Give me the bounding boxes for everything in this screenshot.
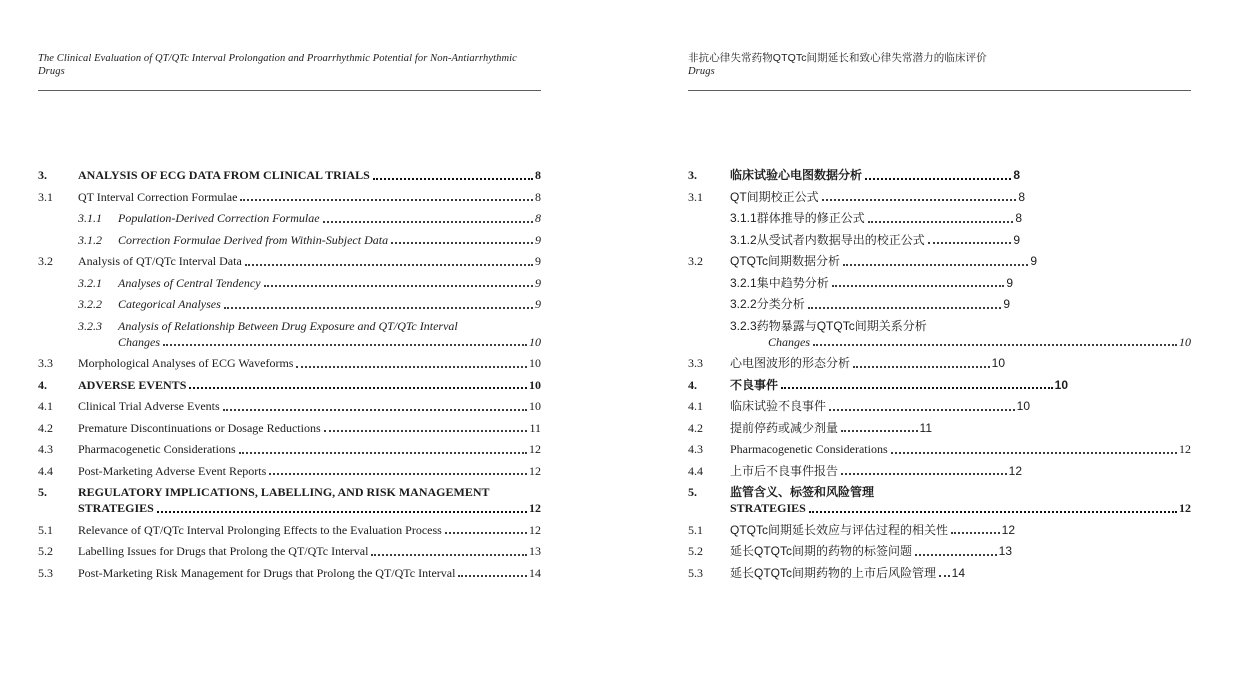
toc-entry-3-1-2: [38, 232, 541, 248]
toc-entry-4: [38, 377, 541, 393]
dot-leader: [843, 264, 1028, 266]
page-number: 13: [998, 544, 1012, 558]
entry-line-2: [688, 334, 1191, 350]
section-number: 3.3: [688, 356, 703, 370]
entry-content: [730, 377, 1068, 393]
dot-leader: [809, 511, 1177, 513]
toc-entry-3: [38, 167, 541, 183]
entry-line-1: [38, 318, 541, 334]
page-number: 9: [1003, 297, 1010, 311]
entry-title: ADVERSE EVENTS: [78, 377, 187, 392]
toc-entry-3-3: [38, 355, 541, 371]
page-number: 12: [529, 463, 541, 478]
entry-content: [730, 275, 1013, 291]
page-number: 8: [1015, 211, 1022, 225]
section-number: 4.: [38, 377, 47, 392]
toc-entry-5-1-zh: [688, 522, 1191, 538]
toc-entry-5-zh: [688, 484, 1191, 516]
toc-entry-5-2: [38, 543, 541, 559]
page-number: 8: [1013, 168, 1020, 182]
toc-entry-3-1: [38, 189, 541, 205]
toc-entry-5-3: [38, 565, 541, 581]
section-number: 3.2: [38, 254, 53, 268]
dot-leader: [928, 242, 1012, 244]
page-chinese: [688, 0, 1191, 586]
section-number: 4.3: [38, 442, 53, 456]
entry-title: Population-Derived Correction Formulae: [118, 211, 320, 225]
running-title-line2: Drugs: [38, 66, 65, 77]
page-number: 10: [1179, 334, 1191, 349]
page-number: 12: [1008, 463, 1022, 478]
section-number: 3.1.1: [78, 211, 102, 225]
entry-title: Analysis of QT/QTc Interval Data: [78, 254, 242, 268]
section-number: 4.4: [38, 463, 53, 478]
entry-line-2: [38, 500, 541, 516]
dot-leader: [373, 178, 533, 180]
section-number: 3.2: [688, 254, 703, 268]
page-number: 10: [1054, 377, 1068, 392]
entry-content: [730, 565, 965, 581]
dot-leader: [391, 242, 533, 244]
page-header-english: [38, 0, 541, 91]
page-number: 8: [1018, 189, 1025, 204]
section-number: 5.2: [688, 544, 703, 558]
section-number: 3.2.3: [78, 318, 102, 333]
page-number: 8: [535, 168, 541, 182]
toc-entry-3-2-2-zh: [688, 296, 1191, 312]
section-number: 3.3: [38, 356, 53, 370]
page-header-chinese: [688, 0, 1191, 91]
table-of-contents-chinese: [688, 91, 1191, 581]
dot-leader: [458, 575, 527, 577]
page-number: 11: [919, 420, 932, 435]
toc-entry-4-3: [38, 441, 541, 457]
dot-leader: [163, 344, 527, 346]
entry-title: 3.2.1集中趋势分析: [730, 275, 829, 290]
entry-content: [730, 441, 1191, 457]
page-number: 9: [535, 232, 541, 247]
dot-leader: [951, 532, 1000, 534]
toc-entry-4-zh: [688, 377, 1191, 393]
entry-title: 延长QTQTc间期的药物的标签问题: [730, 544, 912, 558]
entry-title: Post-Marketing Adverse Event Reports: [78, 463, 267, 478]
entry-title: 3.1.1群体推导的修正公式: [730, 211, 865, 225]
entry-title: Pharmacogenetic Considerations: [78, 442, 236, 456]
entry-title: 监管含义、标签和风险管理: [730, 485, 875, 499]
entry-title: QTQTc间期延长效应与评估过程的相关性: [730, 522, 948, 537]
entry-title: Analyses of Central Tendency: [118, 275, 261, 290]
section-number: 4.3: [688, 442, 703, 456]
entry-title: 不良事件: [730, 377, 779, 392]
dot-leader: [915, 554, 997, 556]
toc-entry-3-1-1: [38, 210, 541, 226]
page-number: 12: [529, 442, 541, 456]
toc-entry-3-2-3: [38, 318, 541, 350]
section-number: 4.1: [38, 399, 53, 413]
dot-leader: [245, 264, 533, 266]
entry-title: 3.2.2分类分析: [730, 297, 805, 311]
dot-leader: [371, 554, 527, 556]
entry-title: Pharmacogenetic Considerations: [730, 442, 888, 456]
entry-title: 临床试验心电图数据分析: [730, 168, 863, 182]
dot-leader: [224, 307, 533, 309]
entry-line-1: [38, 484, 541, 500]
section-number: 5.3: [38, 565, 53, 580]
toc-entry-3-2-3-zh: [688, 318, 1191, 350]
section-number: 4.2: [38, 420, 53, 435]
dot-leader: [296, 366, 527, 368]
section-number: 4.1: [688, 399, 703, 413]
toc-entry-4-1-zh: [688, 398, 1191, 414]
dot-leader: [808, 307, 1002, 309]
page-number: 13: [529, 544, 541, 558]
entry-title: Labelling Issues for Drugs that Prolong the QT/QTc Interval: [78, 544, 369, 558]
section-number: 5.3: [688, 565, 703, 580]
dot-leader: [240, 199, 533, 201]
entry-title: Correction Formulae Derived from Within-Subject Data: [118, 232, 389, 247]
entry-title: Morphological Analyses of ECG Waveforms: [78, 356, 294, 370]
dot-leader: [781, 387, 1053, 389]
toc-entry-3-2-2: [38, 296, 541, 312]
toc-entry-3-3-zh: [688, 355, 1191, 371]
toc-entry-3-2-1: [38, 275, 541, 291]
entry-content: [730, 398, 1030, 414]
dot-leader: [891, 452, 1177, 454]
table-of-contents-english: [38, 91, 541, 581]
page-number: 9: [535, 297, 541, 311]
page-number: 12: [1001, 522, 1015, 537]
page-number: 10: [529, 334, 541, 349]
dot-leader: [189, 387, 527, 389]
toc-entry-5-3-zh: [688, 565, 1191, 581]
entry-line-1: [688, 318, 1191, 334]
section-number: 3.1: [688, 189, 703, 204]
entry-content: [730, 522, 1015, 538]
dot-leader: [239, 452, 527, 454]
entry-title: 3.2.3药物暴露与QTQTc间期关系分析: [730, 318, 927, 333]
dot-leader: [813, 344, 1177, 346]
entry-title: QT间期校正公式: [730, 189, 819, 204]
dot-leader: [829, 409, 1015, 411]
entry-content: [730, 500, 1191, 516]
page-number: 9: [535, 254, 541, 268]
toc-entry-3-1-zh: [688, 189, 1191, 205]
dot-leader: [939, 575, 950, 577]
dot-leader: [822, 199, 1017, 201]
toc-entry-3-2: [38, 253, 541, 269]
entry-title: QT Interval Correction Formulae: [78, 189, 238, 204]
entry-content: [730, 420, 932, 436]
section-number: 5.1: [38, 522, 53, 537]
toc-entry-4-2: [38, 420, 541, 436]
entry-title: Clinical Trial Adverse Events: [78, 399, 220, 413]
entry-title: ANALYSIS OF ECG DATA FROM CLINICAL TRIALS: [78, 168, 370, 182]
running-title-line1: The Clinical Evaluation of QT/QTc Interval Prolongation and Proarrhythmic Potential for Non-Antiarrhythmic: [38, 53, 517, 64]
dot-leader: [841, 430, 918, 432]
page-number: 12: [529, 522, 541, 537]
entry-content: [730, 253, 1037, 269]
toc-entry-3-1-1-zh: [688, 210, 1191, 226]
entry-title: 心电图波形的形态分析: [730, 356, 851, 370]
section-number: 3.1.2: [78, 232, 102, 247]
section-number: 5.1: [688, 522, 703, 537]
page-number: 10: [991, 356, 1005, 370]
page-english: [38, 0, 541, 586]
entry-title: Post-Marketing Risk Management for Drugs that Prolong the QT/QTc Interval: [78, 565, 456, 580]
section-number: 5.: [688, 485, 697, 499]
entry-title: Categorical Analyses: [118, 297, 221, 311]
entry-title-continued: Changes: [118, 334, 160, 349]
page-number: 10: [529, 356, 541, 370]
entry-title-continued: STRATEGIES: [78, 501, 154, 515]
page-number: 10: [529, 399, 541, 413]
entry-content: [730, 189, 1025, 205]
page-number: 12: [529, 501, 541, 515]
toc-entry-4-3-zh: [688, 441, 1191, 457]
entry-title-continued: Changes: [768, 334, 810, 349]
section-number: 3.2.2: [78, 297, 102, 311]
dot-leader: [841, 473, 1007, 475]
dot-leader: [853, 366, 990, 368]
dot-leader: [157, 511, 527, 513]
entry-title: REGULATORY IMPLICATIONS, LABELLING, AND RISK MANAGEMENT: [78, 485, 490, 499]
dot-leader: [324, 430, 528, 432]
page-number: 10: [1016, 399, 1030, 413]
toc-entry-5-2-zh: [688, 543, 1191, 559]
entry-title-continued: STRATEGIES: [730, 501, 806, 515]
toc-entry-3-zh: [688, 167, 1191, 183]
section-number: 4.: [688, 377, 697, 392]
entry-content: [730, 355, 1005, 371]
page-number: 9: [1013, 232, 1020, 247]
entry-line-2: [38, 334, 541, 350]
entry-title: 上市后不良事件报告: [730, 463, 839, 478]
section-number: 5.: [38, 485, 47, 499]
entry-content: [730, 543, 1012, 559]
section-number: 3.1: [38, 189, 53, 204]
page-number: 10: [529, 377, 541, 392]
page-number: 9: [1006, 275, 1013, 290]
toc-entry-3-2-zh: [688, 253, 1191, 269]
section-number: 4.4: [688, 463, 703, 478]
section-number: 4.2: [688, 420, 703, 435]
dot-leader: [832, 285, 1005, 287]
toc-entry-4-4: [38, 463, 541, 479]
toc-entry-4-4-zh: [688, 463, 1191, 479]
page-number: 12: [1179, 501, 1191, 515]
entry-title: Relevance of QT/QTc Interval Prolonging Effects to the Evaluation Process: [78, 522, 442, 537]
dot-leader: [868, 221, 1014, 223]
dot-leader: [223, 409, 527, 411]
section-number: 3.: [688, 168, 697, 182]
entry-title: 延长QTQTc间期药物的上市后风险管理: [730, 565, 936, 580]
section-number: 3.2.1: [78, 275, 102, 290]
page-number: 14: [529, 565, 541, 580]
dot-leader: [269, 473, 527, 475]
toc-entry-4-2-zh: [688, 420, 1191, 436]
entry-content: [730, 232, 1020, 248]
toc-entry-5: [38, 484, 541, 516]
entry-line-1: [688, 484, 1191, 500]
entry-content: [730, 334, 1191, 350]
entry-content: [730, 463, 1022, 479]
section-number: 5.2: [38, 544, 53, 558]
dot-leader: [865, 178, 1011, 180]
page-number: 8: [535, 211, 541, 225]
toc-entry-5-1: [38, 522, 541, 538]
page-number: 8: [535, 189, 541, 204]
entry-title: Analysis of Relationship Between Drug Exposure and QT/QTc Interval: [118, 318, 458, 333]
dot-leader: [323, 221, 533, 223]
entry-title: QTQTc间期数据分析: [730, 254, 840, 268]
entry-title: 提前停药或减少剂量: [730, 420, 839, 435]
entry-title: 3.1.2从受试者内数据导出的校正公式: [730, 232, 925, 247]
dot-leader: [264, 285, 533, 287]
toc-entry-4-1: [38, 398, 541, 414]
toc-entry-3-2-1-zh: [688, 275, 1191, 291]
entry-content: [730, 167, 1020, 183]
entry-content: [730, 210, 1022, 226]
entry-line-2: [688, 500, 1191, 516]
entry-title: Premature Discontinuations or Dosage Reductions: [78, 420, 321, 435]
entry-content: [730, 296, 1010, 312]
section-number: 3.: [38, 168, 47, 182]
running-title-line1: 非抗心律失常药物QTQTc间期延长和致心律失常潜力的临床评价: [688, 52, 987, 64]
page-number: 14: [951, 565, 965, 580]
dot-leader: [445, 532, 527, 534]
entry-title: 临床试验不良事件: [730, 399, 827, 413]
page-number: 12: [1179, 442, 1191, 456]
toc-entry-3-1-2-zh: [688, 232, 1191, 248]
page-number: 9: [535, 275, 541, 290]
page-number: 9: [1030, 254, 1037, 268]
page-number: 11: [529, 420, 541, 435]
running-title-line2: Drugs: [688, 66, 715, 77]
